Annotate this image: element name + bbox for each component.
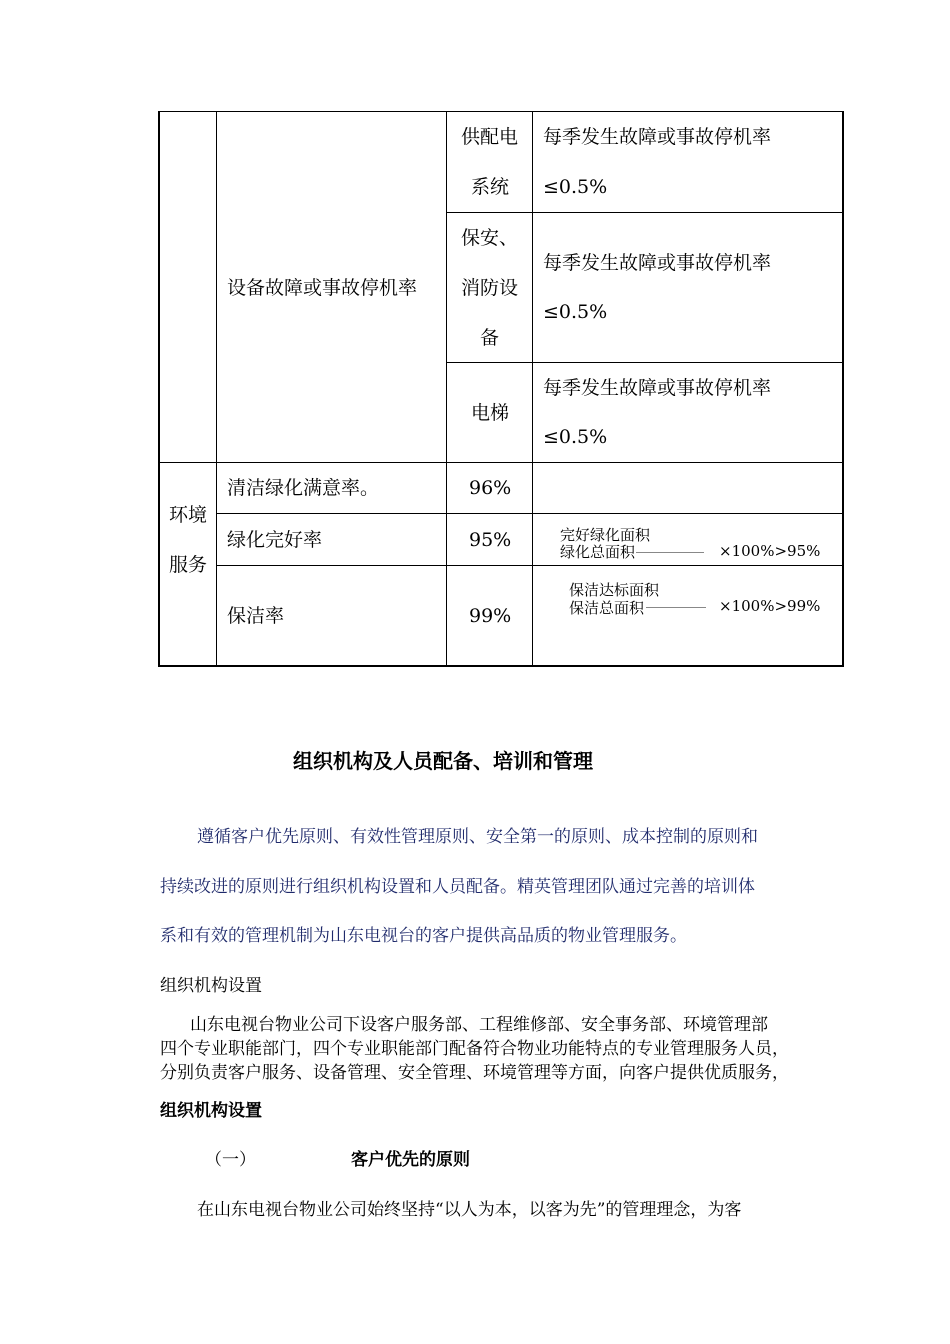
principle-number: （一）: [205, 1150, 256, 1170]
table-standard-text: 每季发生故障或事故停机率: [543, 377, 772, 399]
table-row-line-1: [446, 212, 843, 213]
table-standard-value: ≤0.5%: [543, 301, 608, 323]
table-value: 95%: [469, 529, 512, 551]
table-border-bottom: [158, 665, 844, 667]
table-row-line-3: [159, 462, 843, 463]
table-item-label: 设备故障或事故停机率: [227, 277, 418, 299]
table-row-line-5: [216, 565, 843, 566]
table-border-right: [842, 111, 844, 667]
org-heading-bold: 组织机构设置: [160, 1101, 262, 1121]
table-row-line-4: [216, 513, 843, 514]
formula-denominator: 绿化总面积: [560, 543, 636, 561]
section-title: 组织机构及人员配备、培训和管理: [293, 749, 593, 773]
table-border-left: [158, 111, 160, 667]
body-line: 在山东电视台物业公司始终坚持“以人为本，以客为先”的管理理念，为客: [197, 1200, 742, 1220]
table-standard-value: ≤0.5%: [543, 176, 608, 198]
formula-numerator: 完好绿化面积: [560, 526, 651, 544]
formula-denominator: 保洁总面积: [569, 599, 645, 617]
table-system-label: 电梯: [471, 402, 510, 424]
principle-title: 客户优先的原则: [351, 1150, 470, 1170]
table-col-line-2: [446, 111, 447, 666]
table-row-line-2: [446, 362, 843, 363]
intro-line: 系和有效的管理机制为山东电视台的客户提供高品质的物业管理服务。: [160, 926, 687, 946]
org-heading: 组织机构设置: [160, 976, 262, 996]
table-item-label: 绿化完好率: [227, 529, 323, 551]
table-col-line-1: [216, 111, 217, 666]
table-system-label: 系统: [471, 176, 510, 198]
org-line: 四个专业职能部门，四个专业职能部门配备符合物业功能特点的专业管理服务人员，: [160, 1039, 789, 1059]
table-category-label: 环境: [169, 504, 208, 526]
intro-line: 持续改进的原则进行组织机构设置和人员配备。精英管理团队通过完善的培训体: [160, 877, 755, 897]
formula-fraction-bar: [636, 552, 704, 553]
formula-tail: ×100%>99%: [719, 597, 821, 615]
table-system-label: 消防设: [461, 277, 519, 299]
table-value: 96%: [469, 477, 512, 499]
table-standard-text: 每季发生故障或事故停机率: [543, 252, 772, 274]
table-item-label: 清洁绿化满意率。: [227, 477, 380, 499]
table-border-top: [159, 111, 844, 112]
table-standard-value: ≤0.5%: [543, 426, 608, 448]
table-value: 99%: [469, 605, 512, 627]
table-system-label: 供配电: [461, 126, 519, 148]
formula-tail: ×100%>95%: [719, 542, 821, 560]
org-line: 山东电视台物业公司下设客户服务部、工程维修部、安全事务部、环境管理部: [190, 1015, 768, 1035]
table-col-line-3: [532, 111, 533, 666]
formula-fraction-bar: [646, 607, 706, 608]
formula-numerator: 保洁达标面积: [569, 581, 660, 599]
table-standard-text: 每季发生故障或事故停机率: [543, 126, 772, 148]
org-line: 分别负责客户服务、设备管理、安全管理、环境管理等方面，向客户提供优质服务，: [160, 1063, 789, 1083]
table-system-label: 保安、: [461, 227, 519, 249]
intro-line: 遵循客户优先原则、有效性管理原则、安全第一的原则、成本控制的原则和: [197, 827, 758, 847]
table-item-label: 保洁率: [227, 605, 285, 627]
table-system-label: 备: [480, 327, 500, 349]
table-category-label: 服务: [169, 554, 208, 576]
